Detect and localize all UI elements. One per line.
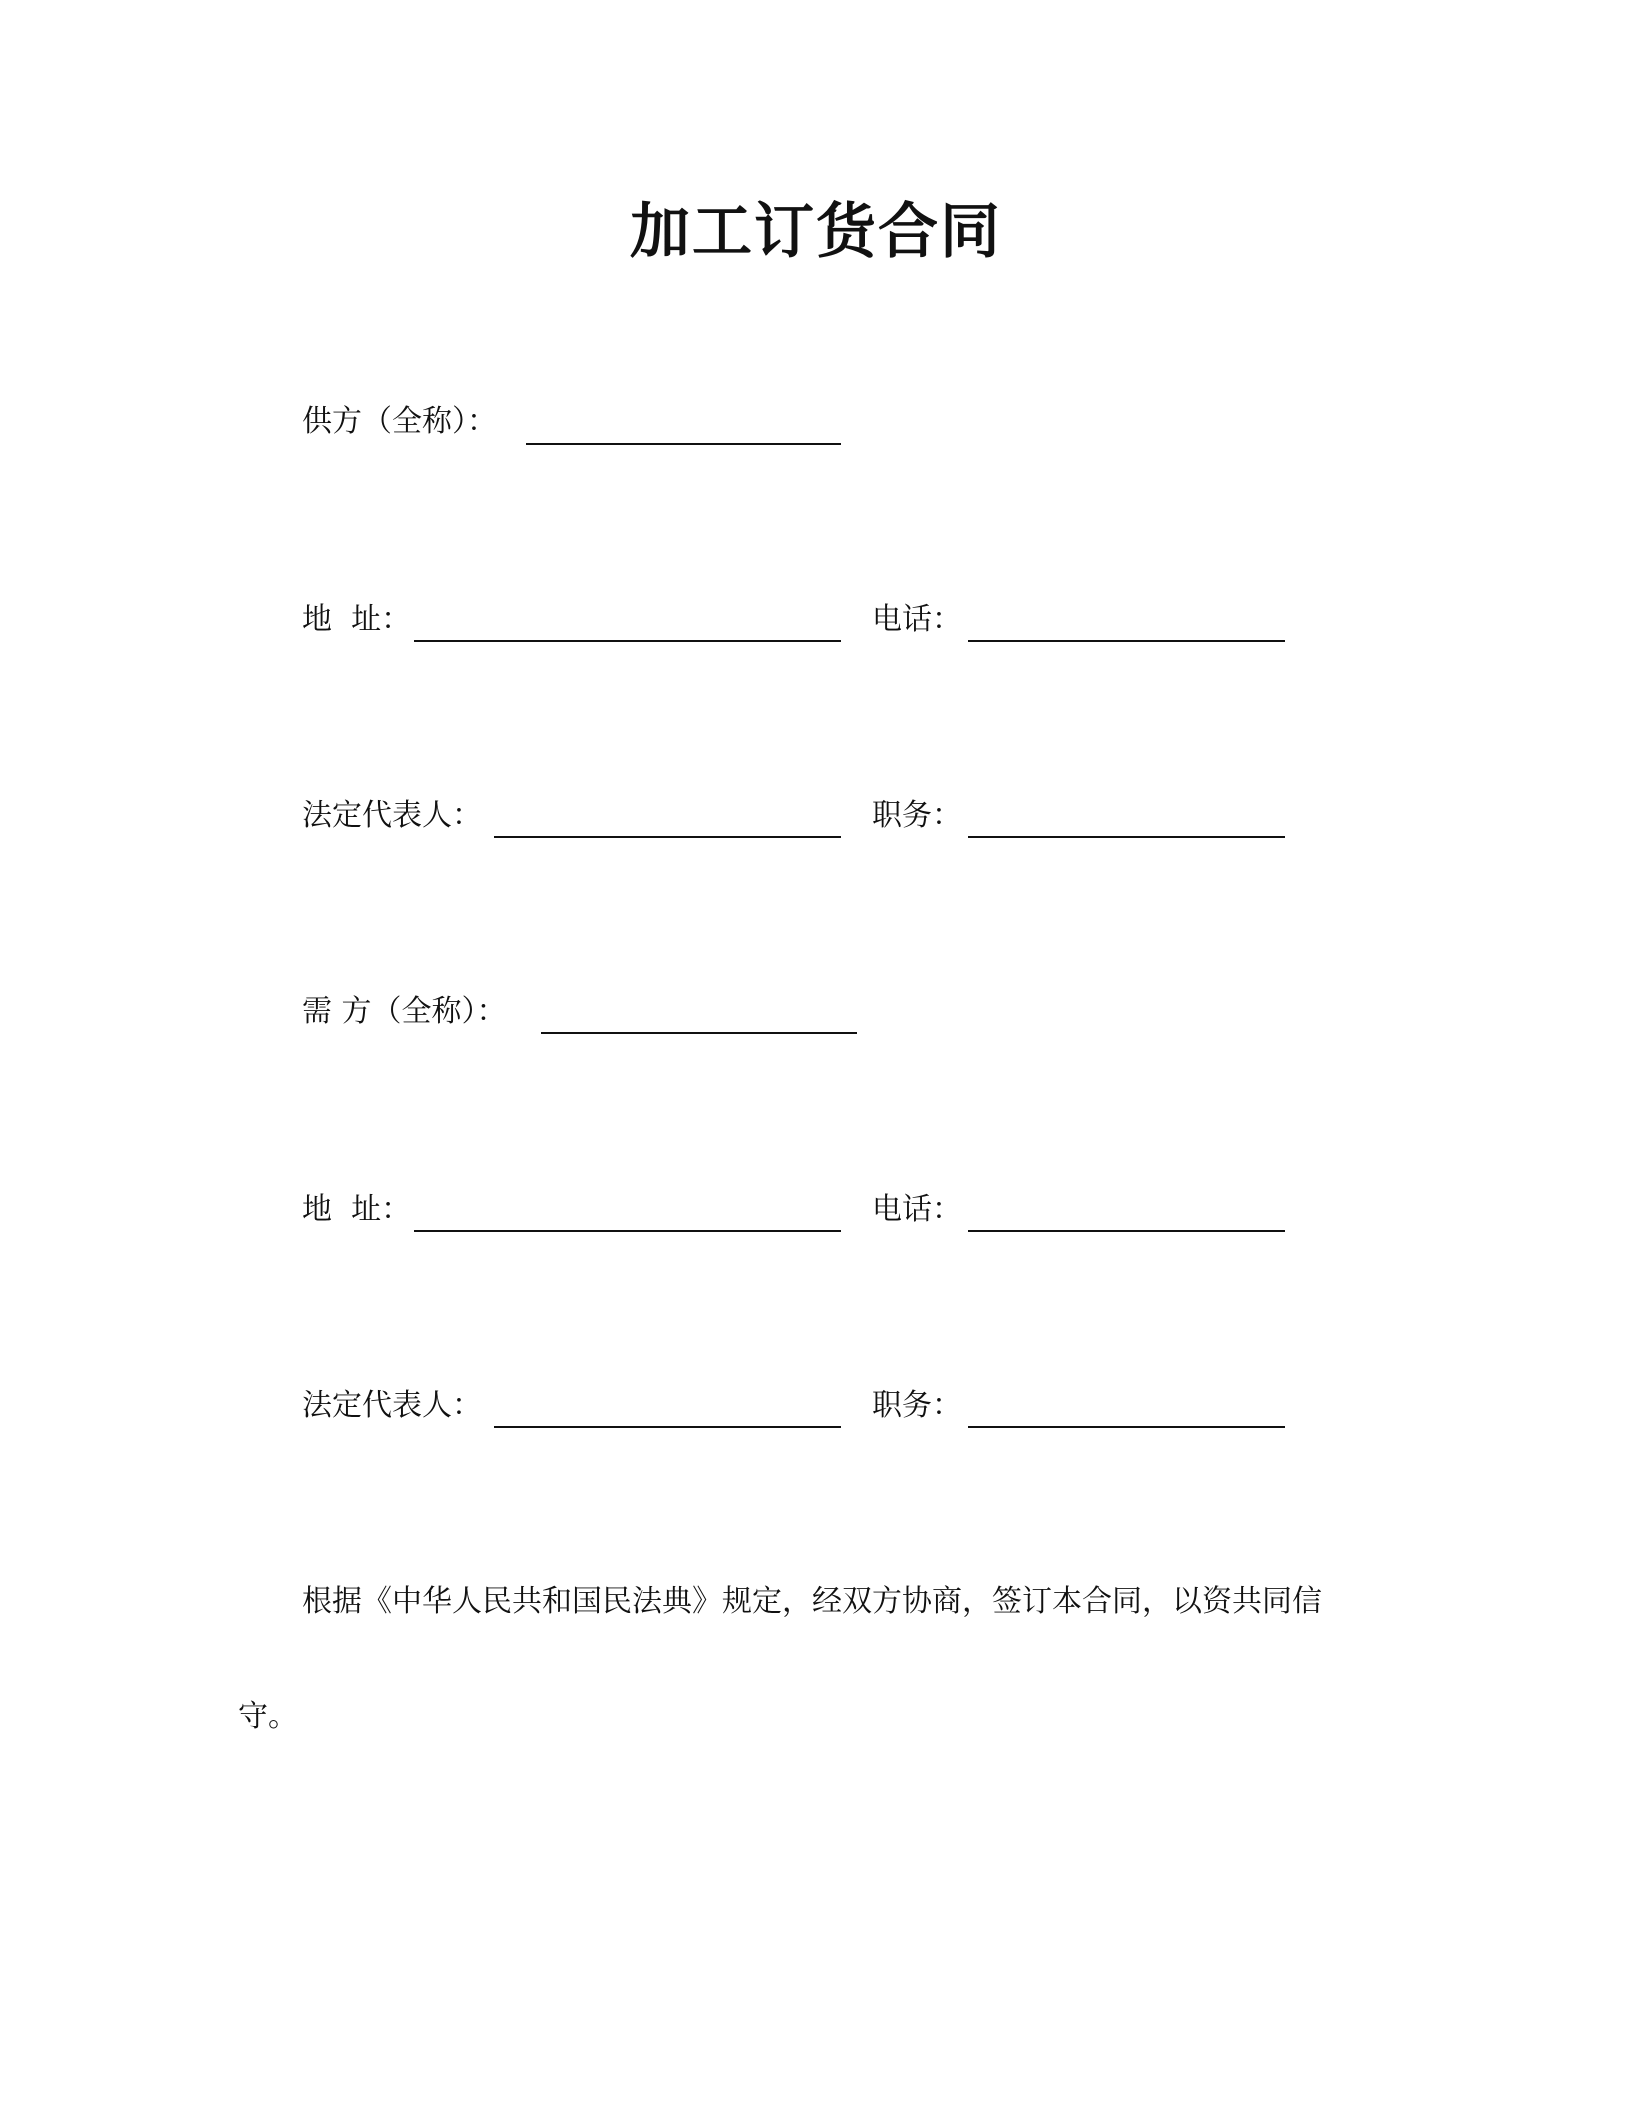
supplier-phone-field[interactable] — [968, 640, 1285, 642]
buyer-legal-rep-field[interactable] — [494, 1426, 841, 1428]
buyer-name-field[interactable] — [541, 1032, 857, 1034]
supplier-position-field[interactable] — [968, 836, 1285, 838]
supplier-name-field[interactable] — [526, 443, 841, 445]
buyer-address-label: 地 址： — [302, 1192, 412, 1227]
buyer-address-field[interactable] — [414, 1230, 841, 1232]
buyer-position-field[interactable] — [968, 1426, 1285, 1428]
document-title: 加工订货合同 — [630, 197, 1002, 267]
intro-paragraph-line-1: 根据《中华人民共和国民法典》规定，经双方协商，签订本合同，以资共同信 — [302, 1584, 1322, 1619]
supplier-address-label: 地 址： — [302, 602, 412, 637]
buyer-phone-field[interactable] — [968, 1230, 1285, 1232]
intro-paragraph-line-2: 守。 — [238, 1699, 298, 1734]
supplier-name-label: 供方（全称）： — [302, 404, 497, 439]
supplier-legal-rep-field[interactable] — [494, 836, 841, 838]
buyer-legal-rep-label: 法定代表人： — [302, 1388, 482, 1423]
buyer-name-label: 需 方（全称）： — [302, 994, 507, 1029]
supplier-legal-rep-label: 法定代表人： — [302, 798, 482, 833]
supplier-position-label: 职务： — [872, 798, 962, 833]
supplier-address-field[interactable] — [414, 640, 841, 642]
supplier-phone-label: 电话： — [872, 602, 962, 637]
buyer-phone-label: 电话： — [872, 1192, 962, 1227]
buyer-position-label: 职务： — [872, 1388, 962, 1423]
